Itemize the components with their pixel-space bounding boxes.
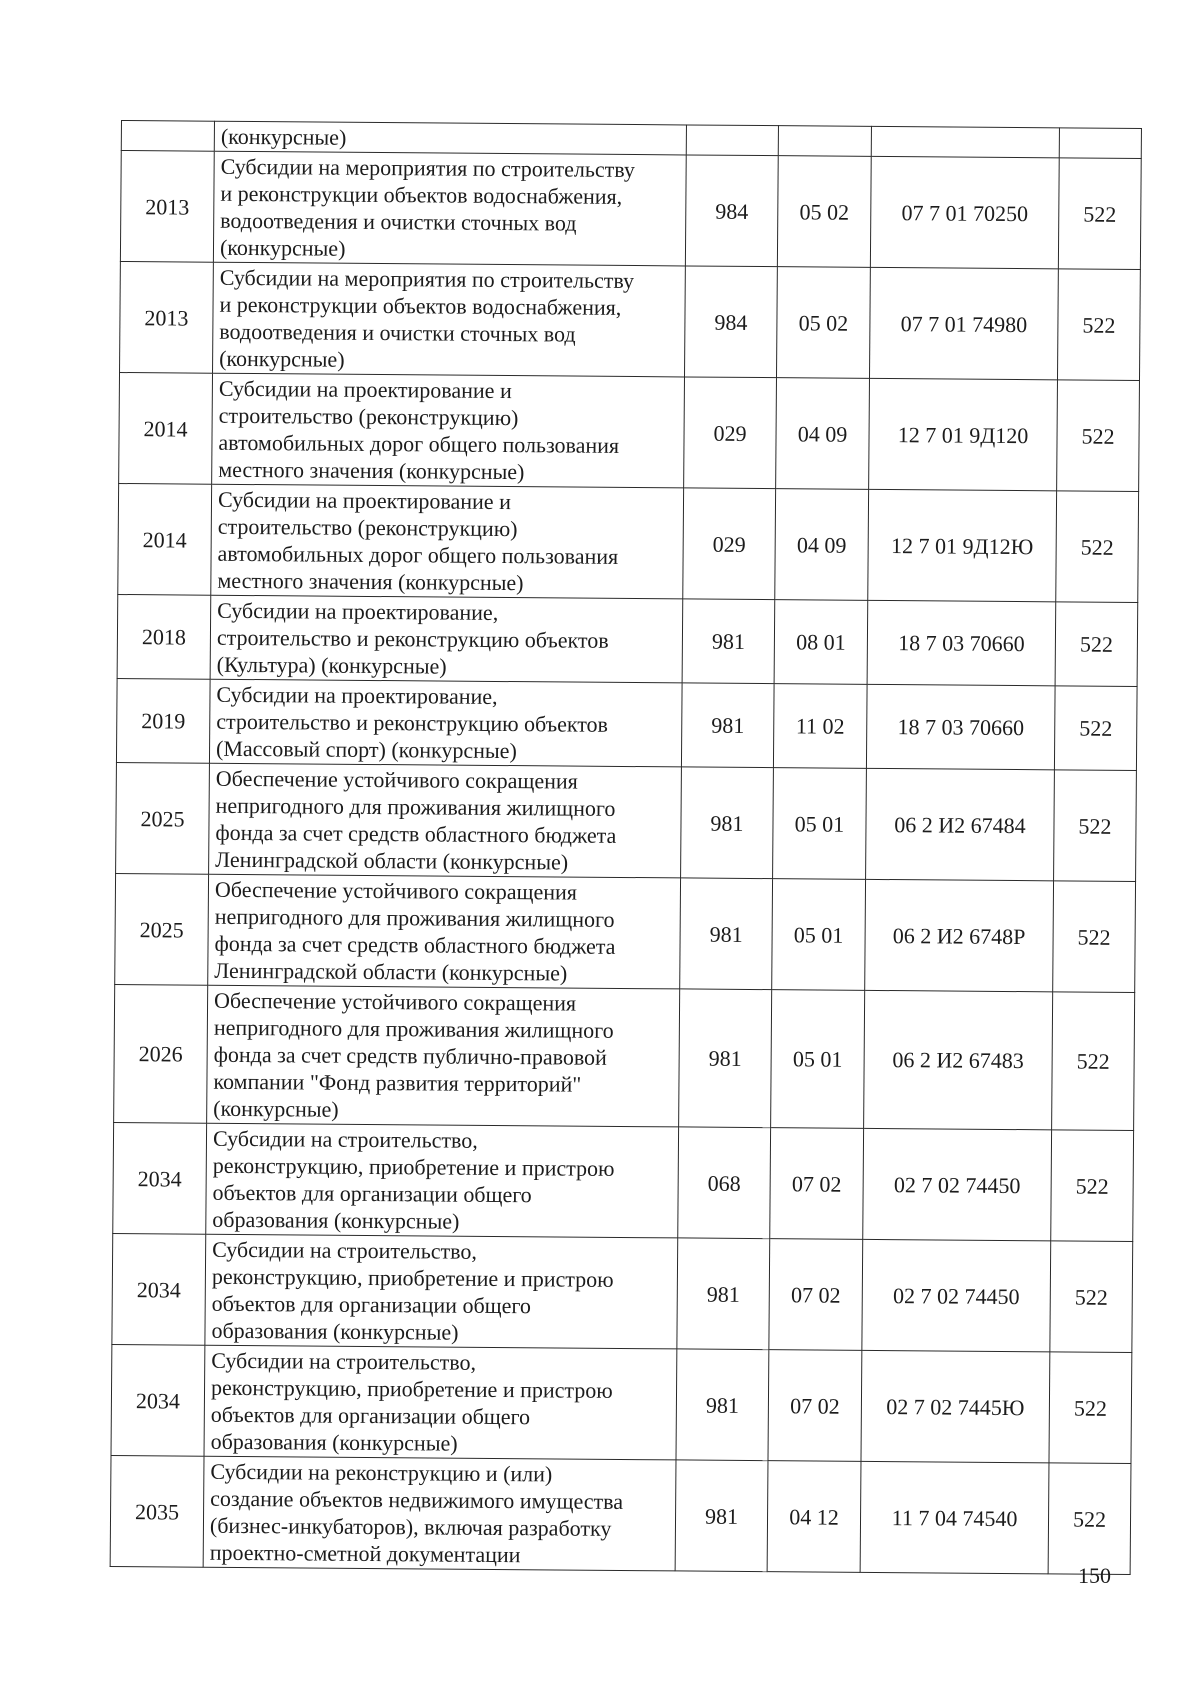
ministry-code-cell: 981 [675, 1460, 768, 1572]
section-code-cell: 07 02 [769, 1239, 863, 1351]
subsidy-number-cell: 2013 [120, 261, 214, 373]
ministry-code-cell: 981 [682, 599, 775, 684]
target-article-cell: 18 7 03 70660 [866, 684, 1055, 769]
expense-type-cell: 522 [1058, 158, 1141, 270]
subsidy-number-cell: 2025 [115, 873, 209, 985]
target-article-cell: 11 7 04 74540 [860, 1461, 1049, 1573]
subsidy-number-cell: 2014 [118, 483, 212, 595]
subsidy-description-cell: Обеспечение устойчивого сокращения непригодного для проживания жилищного фонда за счет средств областного бюджета Ленинградской области (конкурсные) [208, 874, 681, 989]
table-row [120, 151, 1141, 270]
subsidy-number-cell: 2035 [110, 1455, 204, 1567]
expense-type-cell: 522 [1050, 1241, 1133, 1353]
table-row [120, 261, 1141, 380]
section-code-cell: 05 01 [773, 768, 867, 880]
target-article-cell: 02 7 02 74450 [862, 1239, 1051, 1351]
subsidy-number-cell: 2014 [119, 372, 213, 484]
target-article-cell [871, 126, 1059, 157]
subsidy-description-cell: Субсидии на реконструкцию и (или) создание объектов недвижимого имущества (бизнес-инкубаторов), включая разработку проектно-сметной документации [203, 1456, 676, 1571]
section-code-cell [778, 126, 871, 157]
expense-type-cell: 522 [1056, 491, 1139, 603]
ministry-code-cell: 981 [681, 683, 774, 768]
table-row [113, 1122, 1134, 1241]
table-row [118, 483, 1139, 602]
ministry-code-cell: 981 [676, 1349, 769, 1461]
section-code-cell: 05 01 [772, 879, 866, 991]
ministry-code-cell: 029 [683, 488, 776, 600]
section-code-cell: 08 01 [774, 600, 868, 685]
section-code-cell: 04 09 [776, 378, 870, 490]
table-row [116, 678, 1137, 770]
subsidy-number-cell: 2018 [117, 594, 211, 679]
section-code-cell: 04 09 [775, 489, 869, 601]
subsidy-description-cell: Обеспечение устойчивого сокращения непригодного для проживания жилищного фонда за счет средств областного бюджета Ленинградской области (конкурсные) [209, 763, 682, 878]
expense-type-cell: 522 [1057, 380, 1140, 492]
subsidy-description-cell: Обеспечение устойчивого сокращения непригодного для проживания жилищного фонда за счет средств публично-правовой компании "Фонд развития территорий" (конкурсные) [207, 985, 680, 1127]
subsidy-number-cell: 2013 [120, 151, 214, 263]
subsidy-description-cell: Субсидии на строительство, реконструкцию, приобретение и пристрою объектов для организации общего образования (конкурсные) [205, 1234, 678, 1349]
expense-type-cell: 522 [1053, 881, 1136, 993]
expense-type-cell: 522 [1055, 602, 1138, 687]
target-article-cell: 06 2 И2 67484 [866, 768, 1055, 880]
subsidy-description-cell: Субсидии на строительство, реконструкцию, приобретение и пристрою объектов для организации общего образования (конкурсные) [204, 1345, 677, 1460]
subsidy-description-cell: Субсидии на строительство, реконструкцию, приобретение и пристрою объектов для организации общего образования (конкурсные) [206, 1123, 679, 1238]
section-code-cell: 07 02 [768, 1350, 862, 1462]
target-article-cell: 12 7 01 9Д120 [869, 378, 1058, 490]
ministry-code-cell: 984 [684, 266, 777, 378]
expense-type-cell: 522 [1054, 686, 1137, 771]
subsidy-description-cell: Субсидии на проектирование, строительство и реконструкцию объектов (Культура) (конкурсные) [210, 595, 683, 683]
table-row [116, 762, 1137, 881]
subsidy-description-cell: (конкурсные) [214, 121, 686, 155]
table-row [111, 1344, 1132, 1463]
ministry-code-cell: 981 [677, 1238, 770, 1350]
target-article-cell: 02 7 02 7445Ю [861, 1350, 1050, 1462]
ministry-code-cell: 029 [684, 377, 777, 489]
target-article-cell: 18 7 03 70660 [867, 600, 1056, 685]
subsidy-number-cell: 2034 [113, 1122, 207, 1234]
expense-type-cell: 522 [1057, 269, 1140, 381]
budget-table-body [110, 121, 1141, 1575]
table-row [119, 372, 1140, 491]
ministry-code-cell [686, 125, 778, 156]
subsidy-number-cell: 2034 [112, 1233, 206, 1345]
subsidy-description-cell: Субсидии на мероприятия по строительству и реконструкции объектов водоснабжения, водоотведения и очистки сточных вод (конкурсные) [213, 262, 686, 377]
target-article-cell: 07 7 01 70250 [870, 156, 1059, 268]
budget-table [110, 120, 1142, 1575]
section-code-cell: 11 02 [773, 684, 867, 769]
ministry-code-cell: 981 [680, 878, 773, 990]
target-article-cell: 07 7 01 74980 [869, 267, 1058, 379]
table-row [112, 1233, 1133, 1352]
expense-type-cell: 522 [1052, 992, 1135, 1131]
target-article-cell: 06 2 И2 67483 [864, 990, 1053, 1129]
section-code-cell: 05 01 [771, 990, 865, 1129]
ministry-code-cell: 068 [678, 1127, 771, 1239]
table-row [115, 873, 1136, 992]
expense-type-cell [1059, 128, 1141, 159]
ministry-code-cell: 984 [685, 155, 778, 267]
subsidy-description-cell: Субсидии на проектирование, строительство и реконструкцию объектов (Массовый спорт) (конкурсные) [209, 679, 682, 767]
target-article-cell: 12 7 01 9Д12Ю [868, 489, 1057, 601]
table-row [117, 594, 1138, 686]
subsidy-description-cell: Субсидии на проектирование и строительство (реконструкцию) автомобильных дорог общего пользования местного значения (конкурсные) [211, 484, 684, 599]
expense-type-cell: 522 [1054, 770, 1137, 882]
subsidy-description-cell: Субсидии на проектирование и строительство (реконструкцию) автомобильных дорог общего пользования местного значения (конкурсные) [212, 373, 685, 488]
page-number: 150 [1078, 1563, 1111, 1588]
section-code-cell: 05 02 [776, 267, 870, 379]
section-code-cell: 04 12 [767, 1461, 861, 1573]
section-code-cell: 07 02 [770, 1128, 864, 1240]
table-row [114, 984, 1135, 1130]
subsidy-number-cell: 2025 [116, 762, 210, 874]
target-article-cell: 02 7 02 74450 [863, 1128, 1052, 1240]
subsidy-number-cell: 2019 [116, 678, 210, 763]
ministry-code-cell: 981 [681, 767, 774, 879]
section-code-cell: 05 02 [777, 156, 871, 268]
subsidy-number-cell: 2026 [114, 984, 208, 1123]
table-row [110, 1455, 1131, 1574]
ministry-code-cell: 981 [679, 989, 772, 1128]
subsidy-number-cell: 2034 [111, 1344, 205, 1456]
expense-type-cell: 522 [1048, 1463, 1131, 1575]
expense-type-cell: 522 [1049, 1352, 1132, 1464]
target-article-cell: 06 2 И2 6748Р [865, 879, 1054, 991]
subsidy-description-cell: Субсидии на мероприятия по строительству и реконструкции объектов водоснабжения, водоотведения и очистки сточных вод (конкурсные) [213, 151, 686, 266]
expense-type-cell: 522 [1051, 1130, 1134, 1242]
subsidy-number-cell [121, 121, 214, 152]
